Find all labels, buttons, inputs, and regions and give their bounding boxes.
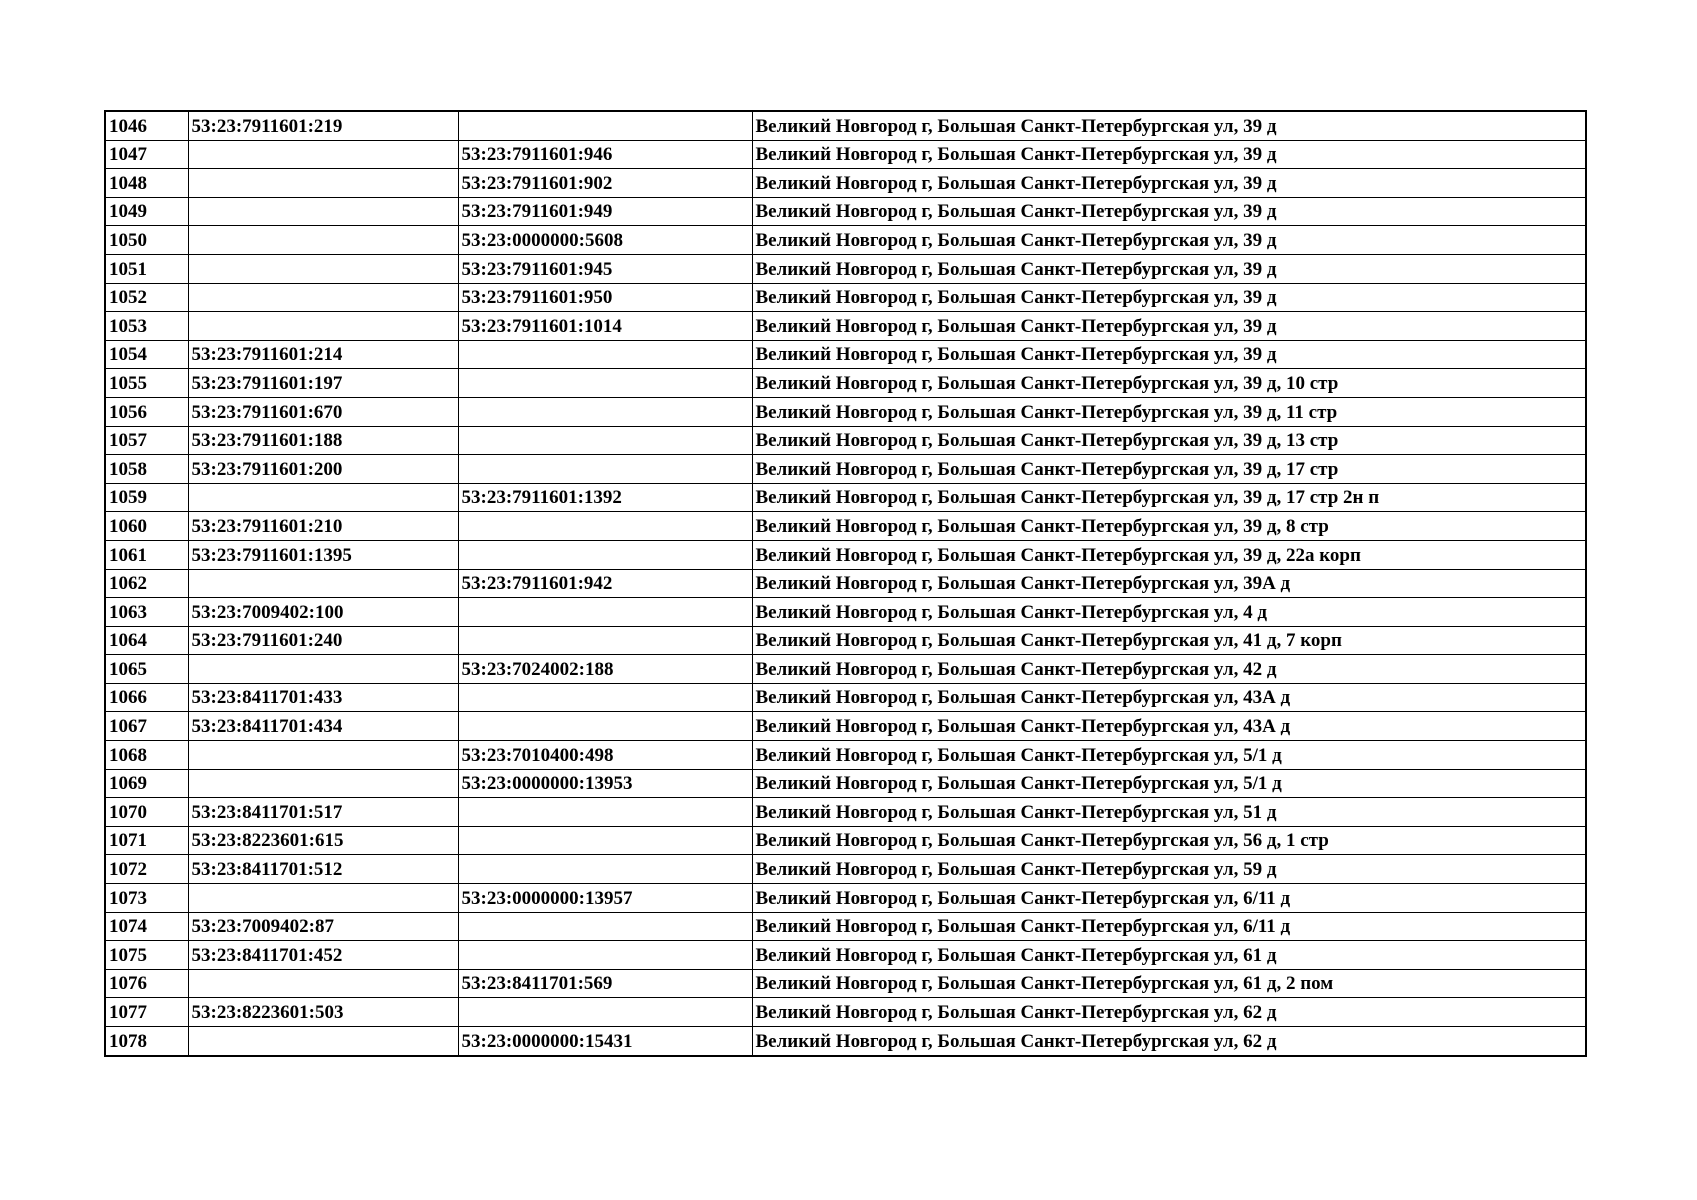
row-number-cell: 1062 xyxy=(105,569,188,598)
address-cell: Великий Новгород г, Большая Санкт-Петербургская ул, 39 д xyxy=(752,111,1586,140)
row-number-cell: 1059 xyxy=(105,483,188,512)
cadastral-number-cell xyxy=(188,283,458,312)
address-cell: Великий Новгород г, Большая Санкт-Петербургская ул, 39 д xyxy=(752,197,1586,226)
address-cell: Великий Новгород г, Большая Санкт-Петербургская ул, 39 д, 17 стр 2н п xyxy=(752,483,1586,512)
row-number-cell: 1076 xyxy=(105,969,188,998)
row-number-cell: 1078 xyxy=(105,1027,188,1056)
row-number-cell: 1047 xyxy=(105,140,188,169)
table-row xyxy=(105,769,1586,798)
cadastral-number-cell xyxy=(188,312,458,341)
table-row xyxy=(105,169,1586,198)
table-row xyxy=(105,598,1586,627)
address-cell: Великий Новгород г, Большая Санкт-Петербургская ул, 4 д xyxy=(752,598,1586,627)
table-row xyxy=(105,512,1586,541)
cadastral-number-cell xyxy=(188,169,458,198)
linked-cadastral-number-cell: 53:23:7911601:942 xyxy=(458,569,752,598)
cadastral-number-cell: 53:23:7009402:87 xyxy=(188,912,458,941)
address-cell: Великий Новгород г, Большая Санкт-Петербургская ул, 43А д xyxy=(752,712,1586,741)
address-cell: Великий Новгород г, Большая Санкт-Петербургская ул, 39 д, 8 стр xyxy=(752,512,1586,541)
table-row xyxy=(105,140,1586,169)
linked-cadastral-number-cell xyxy=(458,397,752,426)
table-row xyxy=(105,540,1586,569)
linked-cadastral-number-cell: 53:23:7911601:950 xyxy=(458,283,752,312)
address-cell: Великий Новгород г, Большая Санкт-Петербургская ул, 39 д xyxy=(752,312,1586,341)
linked-cadastral-number-cell xyxy=(458,712,752,741)
linked-cadastral-number-cell: 53:23:7911601:902 xyxy=(458,169,752,198)
table-row xyxy=(105,283,1586,312)
cadastral-number-cell xyxy=(188,226,458,255)
address-cell: Великий Новгород г, Большая Санкт-Петербургская ул, 42 д xyxy=(752,655,1586,684)
linked-cadastral-number-cell: 53:23:0000000:13953 xyxy=(458,769,752,798)
table-row xyxy=(105,884,1586,913)
table-row xyxy=(105,683,1586,712)
row-number-cell: 1050 xyxy=(105,226,188,255)
table-row xyxy=(105,111,1586,140)
cadastral-number-cell: 53:23:7911601:1395 xyxy=(188,540,458,569)
table-row xyxy=(105,712,1586,741)
cadastral-number-cell xyxy=(188,254,458,283)
address-cell: Великий Новгород г, Большая Санкт-Петербургская ул, 39 д xyxy=(752,254,1586,283)
row-number-cell: 1071 xyxy=(105,826,188,855)
cadastral-number-cell xyxy=(188,969,458,998)
linked-cadastral-number-cell xyxy=(458,912,752,941)
linked-cadastral-number-cell xyxy=(458,540,752,569)
table-row xyxy=(105,912,1586,941)
cadastral-number-cell: 53:23:7911601:188 xyxy=(188,426,458,455)
cadastral-number-cell xyxy=(188,483,458,512)
address-cell: Великий Новгород г, Большая Санкт-Петербургская ул, 39 д, 10 стр xyxy=(752,369,1586,398)
linked-cadastral-number-cell: 53:23:0000000:5608 xyxy=(458,226,752,255)
cadastral-number-cell: 53:23:8411701:434 xyxy=(188,712,458,741)
address-cell: Великий Новгород г, Большая Санкт-Петербургская ул, 39 д xyxy=(752,140,1586,169)
row-number-cell: 1060 xyxy=(105,512,188,541)
address-cell: Великий Новгород г, Большая Санкт-Петербургская ул, 39 д, 17 стр xyxy=(752,455,1586,484)
cadastral-number-cell: 53:23:8411701:517 xyxy=(188,798,458,827)
address-cell: Великий Новгород г, Большая Санкт-Петербургская ул, 39 д xyxy=(752,226,1586,255)
row-number-cell: 1063 xyxy=(105,598,188,627)
address-cell: Великий Новгород г, Большая Санкт-Петербургская ул, 59 д xyxy=(752,855,1586,884)
table-row xyxy=(105,941,1586,970)
row-number-cell: 1066 xyxy=(105,683,188,712)
address-cell: Великий Новгород г, Большая Санкт-Петербургская ул, 61 д xyxy=(752,941,1586,970)
row-number-cell: 1051 xyxy=(105,254,188,283)
row-number-cell: 1055 xyxy=(105,369,188,398)
table-row xyxy=(105,569,1586,598)
table-row xyxy=(105,998,1586,1027)
cadastral-number-cell: 53:23:7911601:670 xyxy=(188,397,458,426)
row-number-cell: 1069 xyxy=(105,769,188,798)
address-cell: Великий Новгород г, Большая Санкт-Петербургская ул, 43А д xyxy=(752,683,1586,712)
linked-cadastral-number-cell: 53:23:7024002:188 xyxy=(458,655,752,684)
linked-cadastral-number-cell xyxy=(458,998,752,1027)
linked-cadastral-number-cell: 53:23:7911601:945 xyxy=(458,254,752,283)
cadastral-number-cell: 53:23:8223601:615 xyxy=(188,826,458,855)
table-row xyxy=(105,798,1586,827)
table-row xyxy=(105,369,1586,398)
row-number-cell: 1070 xyxy=(105,798,188,827)
cadastral-number-cell: 53:23:8411701:452 xyxy=(188,941,458,970)
row-number-cell: 1058 xyxy=(105,455,188,484)
address-cell: Великий Новгород г, Большая Санкт-Петербургская ул, 39 д xyxy=(752,283,1586,312)
row-number-cell: 1056 xyxy=(105,397,188,426)
row-number-cell: 1064 xyxy=(105,626,188,655)
row-number-cell: 1057 xyxy=(105,426,188,455)
address-cell: Великий Новгород г, Большая Санкт-Петербургская ул, 5/1 д xyxy=(752,769,1586,798)
table-row xyxy=(105,655,1586,684)
linked-cadastral-number-cell xyxy=(458,683,752,712)
linked-cadastral-number-cell xyxy=(458,855,752,884)
linked-cadastral-number-cell: 53:23:7911601:946 xyxy=(458,140,752,169)
cadastral-number-cell: 53:23:8411701:512 xyxy=(188,855,458,884)
table-row xyxy=(105,626,1586,655)
linked-cadastral-number-cell xyxy=(458,455,752,484)
table-row xyxy=(105,826,1586,855)
address-cell: Великий Новгород г, Большая Санкт-Петербургская ул, 61 д, 2 пом xyxy=(752,969,1586,998)
table-row xyxy=(105,455,1586,484)
table-row xyxy=(105,483,1586,512)
cadastral-number-cell xyxy=(188,197,458,226)
linked-cadastral-number-cell: 53:23:7911601:949 xyxy=(458,197,752,226)
linked-cadastral-number-cell: 53:23:0000000:15431 xyxy=(458,1027,752,1056)
row-number-cell: 1073 xyxy=(105,884,188,913)
linked-cadastral-number-cell xyxy=(458,941,752,970)
row-number-cell: 1048 xyxy=(105,169,188,198)
cadastral-number-cell xyxy=(188,741,458,770)
linked-cadastral-number-cell: 53:23:7911601:1014 xyxy=(458,312,752,341)
linked-cadastral-number-cell: 53:23:8411701:569 xyxy=(458,969,752,998)
table-row xyxy=(105,254,1586,283)
table-row xyxy=(105,226,1586,255)
address-cell: Великий Новгород г, Большая Санкт-Петербургская ул, 5/1 д xyxy=(752,741,1586,770)
linked-cadastral-number-cell xyxy=(458,626,752,655)
cadastral-number-cell: 53:23:7911601:210 xyxy=(188,512,458,541)
address-cell: Великий Новгород г, Большая Санкт-Петербургская ул, 39 д xyxy=(752,169,1586,198)
table-row xyxy=(105,1027,1586,1056)
row-number-cell: 1075 xyxy=(105,941,188,970)
cadastral-number-cell: 53:23:7911601:200 xyxy=(188,455,458,484)
address-cell: Великий Новгород г, Большая Санкт-Петербургская ул, 41 д, 7 корп xyxy=(752,626,1586,655)
address-cell: Великий Новгород г, Большая Санкт-Петербургская ул, 6/11 д xyxy=(752,912,1586,941)
row-number-cell: 1054 xyxy=(105,340,188,369)
row-number-cell: 1077 xyxy=(105,998,188,1027)
linked-cadastral-number-cell: 53:23:7911601:1392 xyxy=(458,483,752,512)
cadastral-number-cell: 53:23:7911601:219 xyxy=(188,111,458,140)
row-number-cell: 1065 xyxy=(105,655,188,684)
row-number-cell: 1072 xyxy=(105,855,188,884)
table-row xyxy=(105,969,1586,998)
cadastral-number-cell xyxy=(188,655,458,684)
row-number-cell: 1074 xyxy=(105,912,188,941)
cadastral-number-cell: 53:23:8223601:503 xyxy=(188,998,458,1027)
table-row xyxy=(105,397,1586,426)
address-cell: Великий Новгород г, Большая Санкт-Петербургская ул, 62 д xyxy=(752,998,1586,1027)
address-cell: Великий Новгород г, Большая Санкт-Петербургская ул, 56 д, 1 стр xyxy=(752,826,1586,855)
address-cell: Великий Новгород г, Большая Санкт-Петербургская ул, 39 д, 13 стр xyxy=(752,426,1586,455)
table-row xyxy=(105,741,1586,770)
address-cell: Великий Новгород г, Большая Санкт-Петербургская ул, 6/11 д xyxy=(752,884,1586,913)
linked-cadastral-number-cell xyxy=(458,111,752,140)
address-cell: Великий Новгород г, Большая Санкт-Петербургская ул, 51 д xyxy=(752,798,1586,827)
cadastral-number-cell xyxy=(188,1027,458,1056)
address-cell: Великий Новгород г, Большая Санкт-Петербургская ул, 39 д, 11 стр xyxy=(752,397,1586,426)
table-body xyxy=(105,111,1586,1056)
row-number-cell: 1067 xyxy=(105,712,188,741)
cadastral-number-cell xyxy=(188,769,458,798)
linked-cadastral-number-cell: 53:23:0000000:13957 xyxy=(458,884,752,913)
cadastral-number-cell xyxy=(188,569,458,598)
address-cell: Великий Новгород г, Большая Санкт-Петербургская ул, 39А д xyxy=(752,569,1586,598)
row-number-cell: 1049 xyxy=(105,197,188,226)
table-row xyxy=(105,197,1586,226)
linked-cadastral-number-cell xyxy=(458,798,752,827)
linked-cadastral-number-cell xyxy=(458,598,752,627)
property-table xyxy=(104,110,1587,1057)
table-row xyxy=(105,340,1586,369)
row-number-cell: 1052 xyxy=(105,283,188,312)
row-number-cell: 1061 xyxy=(105,540,188,569)
cadastral-number-cell: 53:23:7911601:240 xyxy=(188,626,458,655)
linked-cadastral-number-cell xyxy=(458,512,752,541)
row-number-cell: 1046 xyxy=(105,111,188,140)
cadastral-number-cell xyxy=(188,140,458,169)
cadastral-number-cell: 53:23:7911601:197 xyxy=(188,369,458,398)
cadastral-number-cell xyxy=(188,884,458,913)
row-number-cell: 1068 xyxy=(105,741,188,770)
address-cell: Великий Новгород г, Большая Санкт-Петербургская ул, 39 д xyxy=(752,340,1586,369)
table-row xyxy=(105,855,1586,884)
cadastral-number-cell: 53:23:7911601:214 xyxy=(188,340,458,369)
linked-cadastral-number-cell xyxy=(458,426,752,455)
row-number-cell: 1053 xyxy=(105,312,188,341)
linked-cadastral-number-cell: 53:23:7010400:498 xyxy=(458,741,752,770)
table-row xyxy=(105,426,1586,455)
linked-cadastral-number-cell xyxy=(458,369,752,398)
linked-cadastral-number-cell xyxy=(458,340,752,369)
cadastral-number-cell: 53:23:7009402:100 xyxy=(188,598,458,627)
table-row xyxy=(105,312,1586,341)
linked-cadastral-number-cell xyxy=(458,826,752,855)
cadastral-number-cell: 53:23:8411701:433 xyxy=(188,683,458,712)
address-cell: Великий Новгород г, Большая Санкт-Петербургская ул, 62 д xyxy=(752,1027,1586,1056)
address-cell: Великий Новгород г, Большая Санкт-Петербургская ул, 39 д, 22а корп xyxy=(752,540,1586,569)
